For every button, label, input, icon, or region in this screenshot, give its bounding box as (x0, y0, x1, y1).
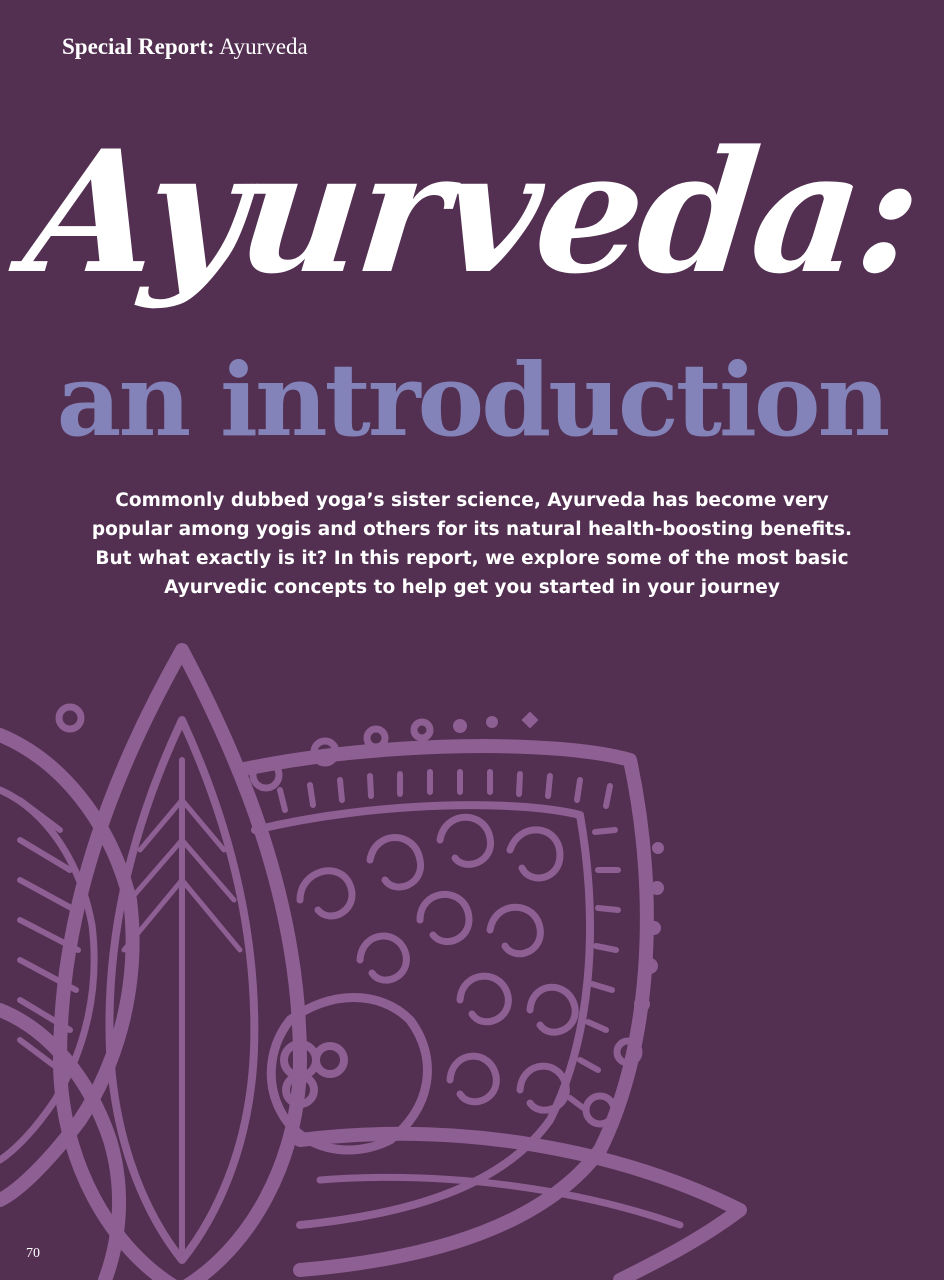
standfirst: Commonly dubbed yoga’s sister science, Ayurveda has become very popular among yogis and others for its natural health-boosting benefits. But what exactly is it? In this report, we explore some of the most basic Ayurvedic concepts to help get you started in your journey (91, 490, 853, 598)
title-script: Ayurveda: (17, 113, 927, 311)
running-head-topic: Ayurveda (219, 34, 308, 59)
title-subtitle: an introduction (56, 341, 888, 459)
page-number: 70 (26, 1246, 40, 1261)
running-head-section: Special Report: (62, 34, 215, 59)
